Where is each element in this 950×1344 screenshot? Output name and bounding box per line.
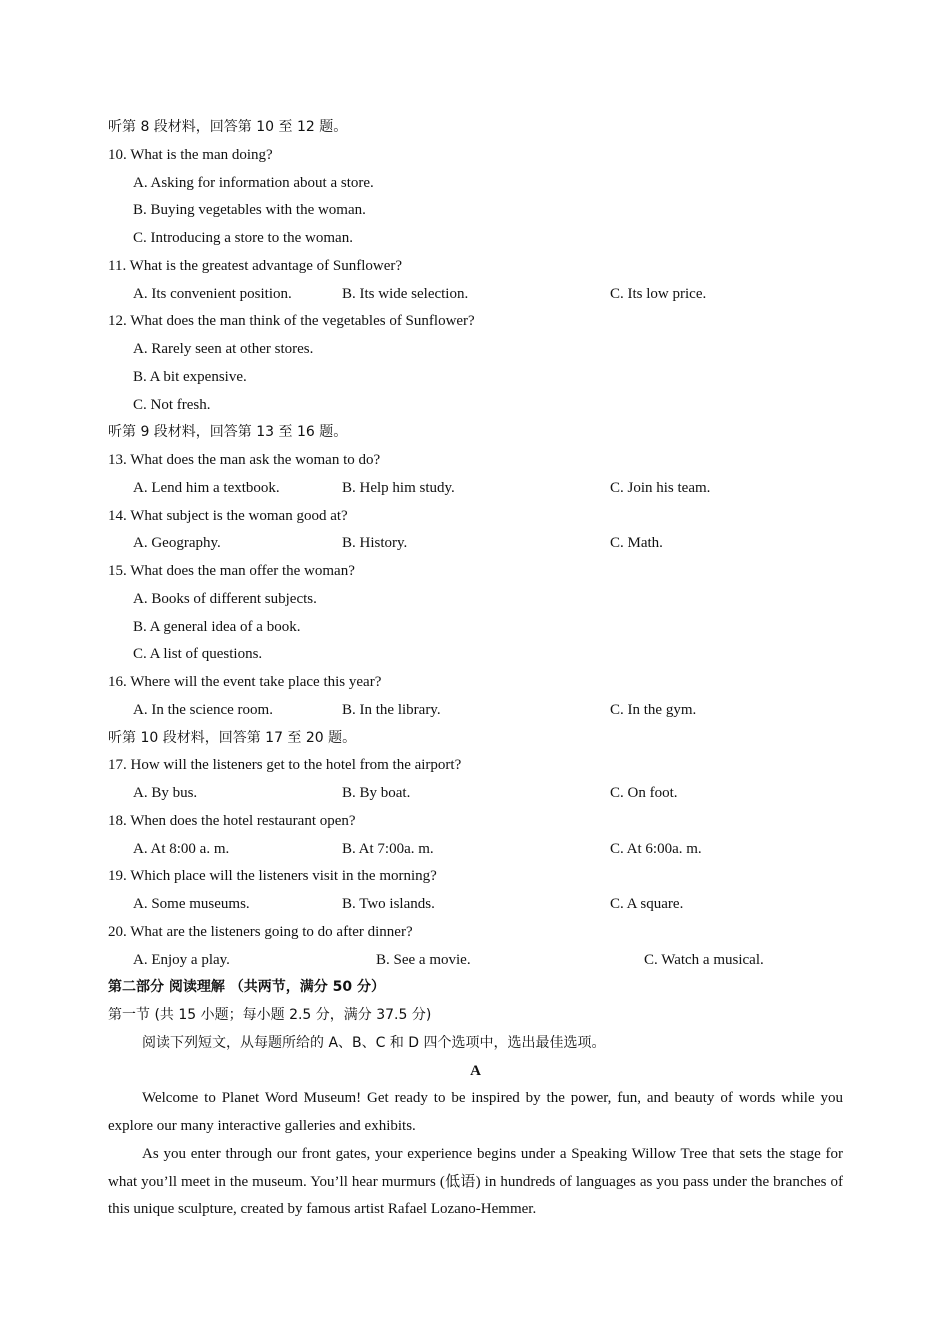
question-10-option-c: C. Introducing a store to the woman. — [133, 230, 353, 246]
question-12-option-c: C. Not fresh. — [133, 396, 211, 413]
question-17: 17. How will the listeners get to the hotel from the airport? — [108, 757, 462, 774]
question-17-option-a: A. By bus. — [133, 785, 198, 801]
section-heading-8: 听第 8 段材料，回答第 10 至 12 题。 — [108, 119, 348, 135]
question-12: 12. What does the man think of the vegetables of Sunflower? — [108, 313, 475, 330]
question-16-option-c: C. In the gym. — [610, 701, 697, 718]
question-12-option-a: A. Rarely seen at other stores. — [133, 341, 314, 357]
question-13-option-c: C. Join his team. — [610, 479, 711, 496]
question-18-option-c: C. At 6:00a. m. — [610, 840, 702, 857]
question-17-options — [108, 780, 843, 808]
question-18: 18. When does the hotel restaurant open? — [108, 812, 356, 829]
question-13-options — [108, 475, 843, 503]
question-14-options — [108, 530, 843, 558]
question-17-option-c: C. On foot. — [610, 785, 678, 801]
question-14-option-a: A. Geography. — [133, 535, 221, 552]
question-13-option-a: A. Lend him a textbook. — [133, 479, 280, 496]
question-18-option-a: A. At 8:00 a. m. — [133, 840, 230, 857]
question-15-option-a: A. Books of different subjects. — [133, 590, 317, 607]
question-13: 13. What does the man ask the woman to do? — [108, 452, 381, 468]
section-heading-10: 听第 10 段材料，回答第 17 至 20 题。 — [108, 729, 357, 746]
question-19-option-c: C. A square. — [610, 896, 684, 912]
question-11-option-b: B. Its wide selection. — [342, 285, 469, 302]
section-heading-9: 听第 9 段材料，回答第 13 至 16 题。 — [108, 424, 348, 441]
question-14-option-c: C. Math. — [610, 535, 663, 552]
question-20: 20. What are the listeners going to do after dinner? — [108, 923, 413, 940]
question-20-options — [108, 947, 843, 975]
question-12-option-b: B. A bit expensive. — [133, 368, 247, 385]
question-16: 16. Where will the event take place this year? — [108, 674, 382, 690]
passage-paragraph-2: As you enter through our front gates, your experience begins under a Speaking Willow Tree that sets the stage for what you’ll meet in the museum. You’ll hear murmurs (低语) in hundreds of languages as you pass under the branches of this unique sculpture, created by famous artist Rafael Lozano-Hemmer. — [108, 1145, 843, 1218]
question-18-options — [108, 836, 843, 864]
part-two-heading: 第二部分 阅读理解 （共两节，满分 50 分） — [108, 979, 385, 996]
question-10: 10. What is the man doing? — [108, 146, 273, 163]
exam-page — [108, 114, 843, 1224]
question-11: 11. What is the greatest advantage of Sunflower? — [108, 257, 403, 274]
question-11-option-c: C. Its low price. — [610, 285, 707, 302]
question-11-options — [108, 281, 843, 309]
question-16-option-b: B. In the library. — [342, 701, 441, 718]
question-10-option-b: B. Buying vegetables with the woman. — [133, 202, 366, 219]
question-20-option-c: C. Watch a musical. — [644, 951, 764, 968]
question-14-option-b: B. History. — [342, 535, 408, 552]
question-15-option-c: C. A list of questions. — [133, 646, 263, 663]
question-20-option-a: A. Enjoy a play. — [133, 951, 230, 968]
question-15-option-b: B. A general idea of a book. — [133, 618, 301, 635]
question-11-option-a: A. Its convenient position. — [133, 285, 292, 302]
question-19-options — [108, 891, 843, 919]
question-15: 15. What does the man offer the woman? — [108, 563, 355, 579]
question-18-option-b: B. At 7:00a. m. — [342, 840, 434, 857]
question-19-option-b: B. Two islands. — [342, 896, 435, 912]
question-19-option-a: A. Some museums. — [133, 896, 250, 912]
question-14: 14. What subject is the woman good at? — [108, 507, 348, 524]
question-17-option-b: B. By boat. — [342, 785, 411, 801]
question-10-option-a: A. Asking for information about a store. — [133, 174, 374, 191]
question-19: 19. Which place will the listeners visit in the morning? — [108, 868, 437, 885]
section-one-heading: 第一节 (共 15 小题；每小题 2.5 分，满分 37.5 分) — [108, 1007, 432, 1023]
question-16-option-a: A. In the science room. — [133, 701, 273, 718]
question-16-options — [108, 697, 843, 725]
passage-title: A — [470, 1062, 481, 1079]
question-20-option-b: B. See a movie. — [376, 951, 471, 968]
reading-instruction: 阅读下列短文，从每题所给的 A、B、C 和 D 四个选项中，选出最佳选项。 — [142, 1034, 606, 1051]
passage-paragraph-1: Welcome to Planet Word Museum! Get ready to be inspired by the power, fun, and beauty of words while you explore our many interactive galleries and exhibits. — [108, 1090, 843, 1134]
question-13-option-b: B. Help him study. — [342, 479, 455, 496]
